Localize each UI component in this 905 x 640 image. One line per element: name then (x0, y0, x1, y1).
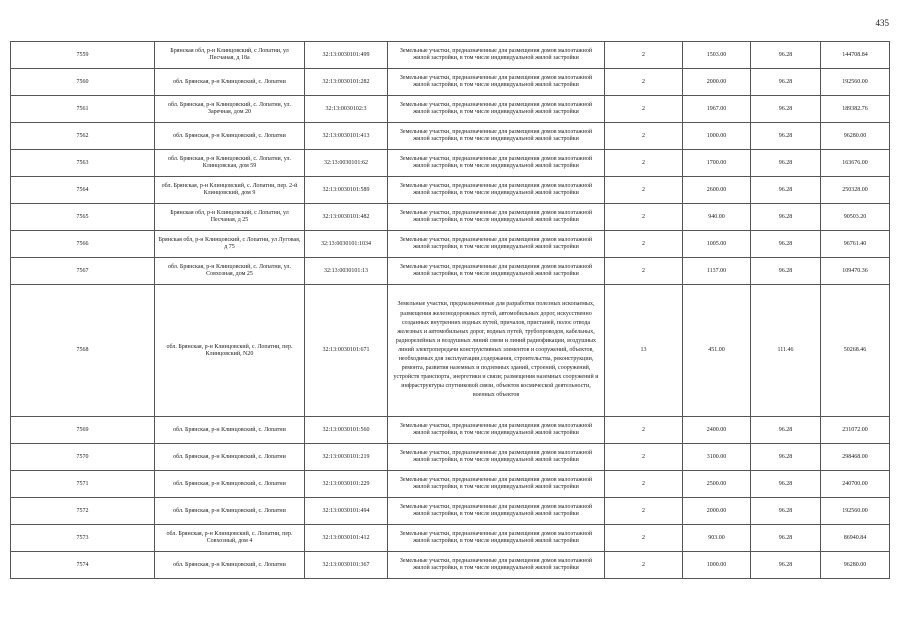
cadastral-number-cell: 32:13:0030101:482 (305, 204, 388, 231)
permitted-use-cell: Земельные участки, предназначенные для размещения домов малоэтажной жилой застройки, в том числе индивидуальной жилой застройки (388, 150, 605, 177)
row-number-cell: 7573 (11, 525, 155, 552)
table-row (11, 177, 890, 204)
table-row (11, 231, 890, 258)
row-number-cell: 7574 (11, 552, 155, 579)
permitted-use-cell: Земельные участки, предназначенные для размещения домов малоэтажной жилой застройки, в том числе индивидуальной жилой застройки (388, 258, 605, 285)
cadastral-value-cell: 192560.00 (821, 498, 890, 525)
table-row (11, 42, 890, 69)
area-cell: 1005.00 (683, 231, 751, 258)
specific-value-cell: 96.28 (751, 525, 821, 552)
cadastral-number-cell: 32:13:0030101:413 (305, 123, 388, 150)
permitted-use-cell: Земельные участки, предназначенные для размещения домов малоэтажной жилой застройки, в том числе индивидуальной жилой застройки (388, 552, 605, 579)
area-cell: 1503.00 (683, 42, 751, 69)
specific-value-cell: 96.28 (751, 150, 821, 177)
cadastral-number-cell: 32:13:0030101:367 (305, 552, 388, 579)
specific-value-cell: 96.28 (751, 444, 821, 471)
area-cell: 903.00 (683, 525, 751, 552)
row-number-cell: 7560 (11, 69, 155, 96)
use-group-cell: 2 (605, 69, 683, 96)
cadastral-value-cell: 86940.84 (821, 525, 890, 552)
permitted-use-cell: Земельные участки, предназначенные для размещения домов малоэтажной жилой застройки, в том числе индивидуальной жилой застройки (388, 231, 605, 258)
permitted-use-cell: Земельные участки, предназначенные для размещения домов малоэтажной жилой застройки, в том числе индивидуальной жилой застройки (388, 69, 605, 96)
address-cell: обл. Брянская, р-н Клинцовский, с. Лопатни, пер. Клинцовский, N20 (155, 285, 305, 417)
cadastral-value-cell: 96280.00 (821, 123, 890, 150)
row-number-cell: 7571 (11, 471, 155, 498)
use-group-cell: 2 (605, 204, 683, 231)
specific-value-cell: 96.28 (751, 471, 821, 498)
specific-value-cell: 96.28 (751, 123, 821, 150)
permitted-use-cell: Земельные участки, предназначенные для размещения домов малоэтажной жилой застройки, в том числе индивидуальной жилой застройки (388, 123, 605, 150)
table-row (11, 150, 890, 177)
specific-value-cell: 111.46 (751, 285, 821, 417)
cadastral-value-cell: 298468.00 (821, 444, 890, 471)
use-group-cell: 2 (605, 123, 683, 150)
cadastral-value-cell: 250328.00 (821, 177, 890, 204)
cadastral-number-cell: 32:13:0030101:589 (305, 177, 388, 204)
cadastral-value-cell: 96280.00 (821, 552, 890, 579)
use-group-cell: 2 (605, 525, 683, 552)
address-cell: обл. Брянская, р-н Клинцовский, с. Лопатни (155, 123, 305, 150)
cadastral-number-cell: 32:13:0030102:3 (305, 96, 388, 123)
cadastral-number-cell: 32:13:0030101:62 (305, 150, 388, 177)
cadastral-number-cell: 32:13:0030101:494 (305, 498, 388, 525)
table-row (11, 498, 890, 525)
row-number-cell: 7563 (11, 150, 155, 177)
address-cell: Брянская обл, р-н Клинцовский, с Лопатни, ул Песчаная, д 18а (155, 42, 305, 69)
permitted-use-cell: Земельные участки, предназначенные для размещения домов малоэтажной жилой застройки, в том числе индивидуальной жилой застройки (388, 42, 605, 69)
cadastral-value-cell: 192560.00 (821, 69, 890, 96)
address-cell: обл. Брянская, р-н Клинцовский, с. Лопатни (155, 444, 305, 471)
specific-value-cell: 96.28 (751, 231, 821, 258)
area-cell: 3100.00 (683, 444, 751, 471)
cadastral-number-cell: 32:13:0030101:282 (305, 69, 388, 96)
row-number-cell: 7565 (11, 204, 155, 231)
table-row (11, 417, 890, 444)
area-cell: 2000.00 (683, 498, 751, 525)
use-group-cell: 2 (605, 177, 683, 204)
cadastral-value-cell: 231072.00 (821, 417, 890, 444)
cadastral-value-cell: 96761.40 (821, 231, 890, 258)
area-cell: 2500.00 (683, 471, 751, 498)
table-row (11, 285, 890, 417)
specific-value-cell: 96.28 (751, 258, 821, 285)
address-cell: Брянская обл, р-н Клинцовский, с Лопатни, ул Песчаная, д 25 (155, 204, 305, 231)
cadastral-number-cell: 32:13:0030101:671 (305, 285, 388, 417)
use-group-cell: 2 (605, 471, 683, 498)
row-number-cell: 7566 (11, 231, 155, 258)
address-cell: обл. Брянская, р-н Клинцовский, с. Лопатни (155, 417, 305, 444)
row-number-cell: 7561 (11, 96, 155, 123)
table-row (11, 471, 890, 498)
area-cell: 2400.00 (683, 417, 751, 444)
use-group-cell: 2 (605, 258, 683, 285)
specific-value-cell: 96.28 (751, 177, 821, 204)
address-cell: обл. Брянская, р-н Клинцовский, с. Лопатни (155, 552, 305, 579)
cadastral-value-cell: 144708.84 (821, 42, 890, 69)
use-group-cell: 2 (605, 150, 683, 177)
address-cell: обл. Брянская, р-н Клинцовский, с. Лопатни (155, 471, 305, 498)
cadastral-number-cell: 32:13:0030101:499 (305, 42, 388, 69)
address-cell: обл. Брянская, р-н Клинцовский, с. Лопатни (155, 69, 305, 96)
cadastral-number-cell: 32:13:0030101:229 (305, 471, 388, 498)
permitted-use-cell: Земельные участки, предназначенные для размещения домов малоэтажной жилой застройки, в том числе индивидуальной жилой застройки (388, 417, 605, 444)
use-group-cell: 2 (605, 231, 683, 258)
use-group-cell: 13 (605, 285, 683, 417)
area-cell: 1000.00 (683, 552, 751, 579)
table-row (11, 444, 890, 471)
table-row (11, 525, 890, 552)
specific-value-cell: 96.28 (751, 42, 821, 69)
cadastral-number-cell: 32:13:0030101:13 (305, 258, 388, 285)
permitted-use-cell: Земельные участки, предназначенные для размещения домов малоэтажной жилой застройки, в том числе индивидуальной жилой застройки (388, 525, 605, 552)
address-cell: обл. Брянская, р-н Клинцовский, с. Лопатни, пер. Совхозный, дом 4 (155, 525, 305, 552)
area-cell: 940.00 (683, 204, 751, 231)
row-number-cell: 7568 (11, 285, 155, 417)
specific-value-cell: 96.28 (751, 552, 821, 579)
address-cell: обл. Брянская, р-н Клинцовский, с. Лопатни (155, 498, 305, 525)
table-row (11, 123, 890, 150)
use-group-cell: 2 (605, 498, 683, 525)
specific-value-cell: 96.28 (751, 417, 821, 444)
cadastral-number-cell: 32:13:0030101:219 (305, 444, 388, 471)
cadastral-value-cell: 109470.36 (821, 258, 890, 285)
permitted-use-cell: Земельные участки, предназначенные для размещения домов малоэтажной жилой застройки, в том числе индивидуальной жилой застройки (388, 498, 605, 525)
row-number-cell: 7572 (11, 498, 155, 525)
cadastral-value-cell: 163676.00 (821, 150, 890, 177)
table-row (11, 96, 890, 123)
row-number-cell: 7559 (11, 42, 155, 69)
use-group-cell: 2 (605, 417, 683, 444)
cadastral-value-table (10, 41, 890, 579)
specific-value-cell: 96.28 (751, 69, 821, 96)
area-cell: 1700.00 (683, 150, 751, 177)
use-group-cell: 2 (605, 552, 683, 579)
address-cell: обл. Брянская, р-н Клинцовский, с. Лопатни, ул. Заречная, дом 20 (155, 96, 305, 123)
address-cell: Брянская обл, р-н Клинцовский, с Лопатни, ул Луговая, д 75 (155, 231, 305, 258)
area-cell: 2600.00 (683, 177, 751, 204)
specific-value-cell: 96.28 (751, 204, 821, 231)
specific-value-cell: 96.28 (751, 498, 821, 525)
area-cell: 1000.00 (683, 123, 751, 150)
cadastral-value-cell: 189382.76 (821, 96, 890, 123)
row-number-cell: 7562 (11, 123, 155, 150)
row-number-cell: 7567 (11, 258, 155, 285)
cadastral-value-cell: 90503.20 (821, 204, 890, 231)
address-cell: обл. Брянская, р-н Клинцовский, с. Лопатни, ул. Совхозная, дом 25 (155, 258, 305, 285)
use-group-cell: 2 (605, 42, 683, 69)
row-number-cell: 7570 (11, 444, 155, 471)
cadastral-number-cell: 32:13:0030101:1034 (305, 231, 388, 258)
permitted-use-cell: Земельные участки, предназначенные для размещения домов малоэтажной жилой застройки, в том числе индивидуальной жилой застройки (388, 177, 605, 204)
cadastral-value-cell: 50268.46 (821, 285, 890, 417)
row-number-cell: 7569 (11, 417, 155, 444)
address-cell: обл. Брянская, р-н Клинцовский, с. Лопатни, пер. 2-й Клинцовский, дом 9 (155, 177, 305, 204)
use-group-cell: 2 (605, 444, 683, 471)
area-cell: 451.00 (683, 285, 751, 417)
table-row (11, 552, 890, 579)
permitted-use-cell: Земельные участки, предназначенные для разработки полезных ископаемых, размещения железнодорожных путей, автомобильных дорог, искусственно созданных внутренних водных путей, причалов, пристаней, полос отвода железных и автомобильных дорог, водных путей, трубопроводов, кабельных, радиорелейных и воздушных линий связи и линий радиофикации, воздушных линий электропередачи конструктивных элементов и сооружений, объектов, необходимых для эксплуатации,содержания, строительства, реконструкции, ремонта, развития наземных и подземных зданий, строений, сооружений, устройств транспорта, энергетики и связи; размещения наземных сооружений и инфраструктуры спутниковой связи, объектов космической деятельности, военных объектов (388, 285, 605, 417)
table-row (11, 69, 890, 96)
address-cell: обл. Брянская, р-н Клинцовский, с. Лопатни, ул. Клинцовская, дом 59 (155, 150, 305, 177)
table-row (11, 258, 890, 285)
area-cell: 1137.00 (683, 258, 751, 285)
cadastral-value-cell: 240700.00 (821, 471, 890, 498)
table-row (11, 204, 890, 231)
permitted-use-cell: Земельные участки, предназначенные для размещения домов малоэтажной жилой застройки, в том числе индивидуальной жилой застройки (388, 204, 605, 231)
permitted-use-cell: Земельные участки, предназначенные для размещения домов малоэтажной жилой застройки, в том числе индивидуальной жилой застройки (388, 444, 605, 471)
area-cell: 1967.00 (683, 96, 751, 123)
permitted-use-cell: Земельные участки, предназначенные для размещения домов малоэтажной жилой застройки, в том числе индивидуальной жилой застройки (388, 471, 605, 498)
permitted-use-cell: Земельные участки, предназначенные для размещения домов малоэтажной жилой застройки, в том числе индивидуальной жилой застройки (388, 96, 605, 123)
row-number-cell: 7564 (11, 177, 155, 204)
use-group-cell: 2 (605, 96, 683, 123)
specific-value-cell: 96.28 (751, 96, 821, 123)
cadastral-number-cell: 32:13:0030101:412 (305, 525, 388, 552)
area-cell: 2000.00 (683, 69, 751, 96)
page-number: 435 (875, 18, 889, 28)
cadastral-number-cell: 32:13:0030101:560 (305, 417, 388, 444)
